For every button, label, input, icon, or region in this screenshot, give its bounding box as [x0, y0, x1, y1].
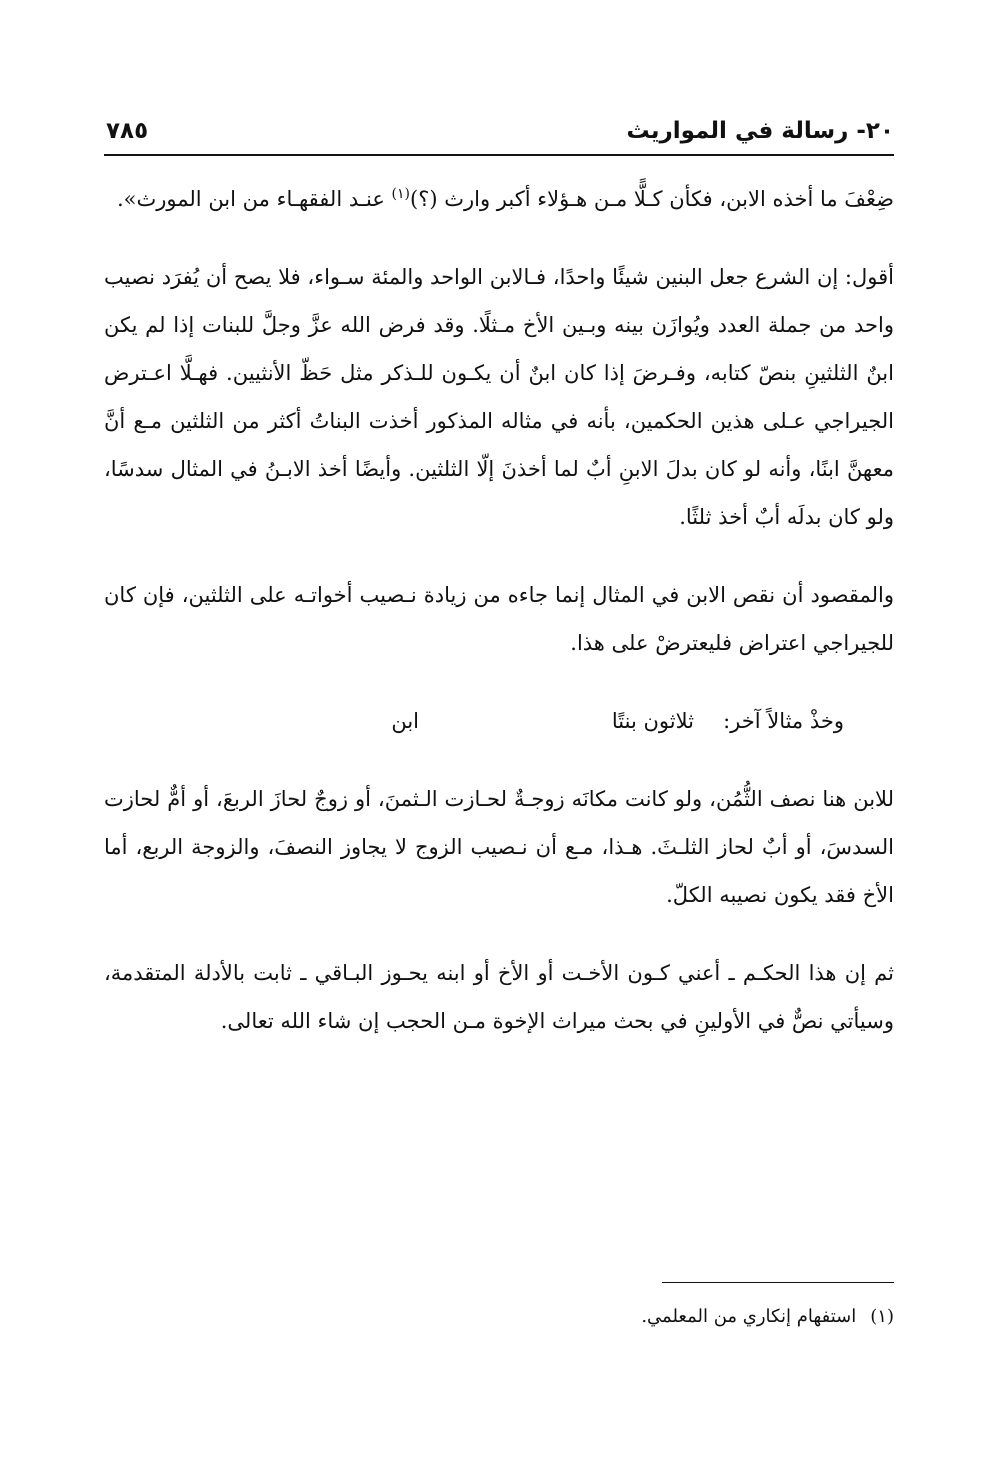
running-header: [104, 116, 894, 156]
paragraph-2: أقول: إن الشرع جعل البنين شيئًا واحدًا، فـالابن الواحد والمئة سـواء، فلا يصح أن يُفرَد نصيب واحد من جملة العدد ويُوازَن بينه وبـين الأخ مـثلًا. وقد فرض الله عزَّ وجلَّ للبنات إذا لم يكن ابنٌ الثلثينِ بنصّ كتابه، وفـرضَ إذا كان ابنٌ أن يكـون للـذكر مثل حَظّ الأنثيين. فهـلَّا اعـترض الجيراجي عـلى هذين الحكمين، بأنه في مثاله المذكور أخذت البناتُ أكثر من الثلثين مـع أنَّ معهنَّ ابنًا، وأنه لو كان بدلَ الابنِ أبٌ لما أخذنَ إلّا الثلثين. وأيضًا أخذ الابـنُ في المثال سدسًا، ولو كان بدلَه أبٌ أخذ ثلثًا.: [104, 265, 894, 529]
paragraph-5: للابن هنا نصف الثُّمُن، ولو كانت مكانَه زوجـةٌ لحـازت الـثمنَ، أو زوجٌ لحازَ الربعَ، أو أمٌّ لحازت السدسَ، أو أبٌ لحاز الثلـثَ. هـذا، مـع أن نـصيب الزوج لا يجاوز النصفَ، والزوجة الربع، أما الأخ فقد يكون نصيبه الكلّ.: [104, 787, 894, 907]
footnote-number: (١): [870, 1306, 894, 1327]
footnote-text: استفهام إنكاري من المعلمي.: [641, 1306, 857, 1327]
footnote: [104, 1300, 894, 1334]
paragraph-1: [104, 170, 894, 223]
footnote-divider: [662, 1282, 894, 1283]
page-number: ٧٨٥: [106, 118, 149, 144]
paragraph-1-text-before: ضِعْفَ ما أخذه الابن، فكأن كـلًّا مـن هـؤلاء أكبر وارث (؟): [410, 187, 894, 211]
header-title: ٢٠- رسالة في المواريث: [626, 118, 894, 144]
header-divider: [104, 154, 894, 156]
example-line: [104, 697, 894, 745]
example-label: وخذْ مثالاً آخر:: [723, 709, 844, 733]
paragraph-1-text-after: عنـد الفقهـاء من ابن المورث».: [116, 187, 392, 211]
main-text: [104, 170, 894, 1075]
example-son: ابن: [391, 709, 419, 733]
example-daughters: ثلاثون بنتًا: [611, 709, 694, 733]
paragraph-6: ثم إن هذا الحكـم ـ أعني كـون الأخـت أو الأخ أو ابنه يحـوز البـاقي ـ ثابت بالأدلة المتقدمة، وسيأتي نصٌّ في الأولينِ في بحث ميراث الإخوة مـن الحجب إن شاء الله تعالى.: [104, 961, 894, 1033]
paragraph-3: والمقصود أن نقص الابن في المثال إنما جاءه من زيادة نـصيب أخواتـه على الثلثين، فإن كان للجيراجي اعتراض فليعترضْ على هذا.: [104, 583, 894, 655]
footnote-reference: (١): [391, 186, 411, 202]
